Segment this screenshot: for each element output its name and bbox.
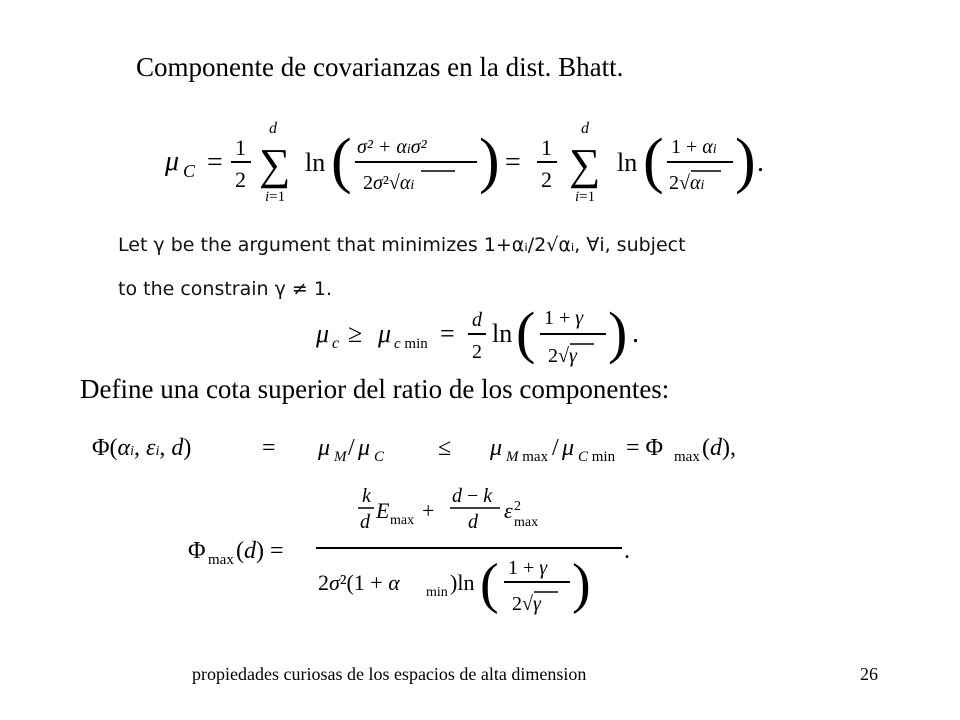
- svg-text:max: max: [390, 513, 415, 528]
- svg-text:=: =: [207, 147, 223, 178]
- svg-text:max: max: [208, 552, 234, 568]
- equation-mu-c: [165, 115, 765, 215]
- svg-text:σ² + αiσ²: σ² + αiσ²: [357, 136, 427, 158]
- svg-text:k: k: [362, 485, 371, 507]
- svg-text:)ln: )ln: [450, 570, 475, 595]
- svg-text:≥: ≥: [348, 319, 363, 348]
- svg-text:M max: M max: [506, 449, 549, 465]
- svg-text:μ: μ: [316, 319, 330, 348]
- svg-text:M: M: [334, 449, 347, 465]
- let-line-1: Let γ be the argument that minimizes 1+αᵢ/2√αᵢ, ∀i, subject: [118, 234, 686, 256]
- svg-text:.: .: [632, 318, 639, 349]
- svg-text:≤: ≤: [438, 435, 452, 461]
- svg-text:∑: ∑: [569, 140, 601, 189]
- svg-text:1 + αi: 1 + αi: [671, 136, 717, 158]
- svg-text:C: C: [183, 161, 196, 181]
- svg-text:): ): [735, 127, 756, 195]
- svg-text:ln: ln: [617, 148, 638, 177]
- svg-text:max: max: [674, 449, 700, 465]
- svg-text:i=1: i=1: [575, 189, 596, 205]
- equation-phi-max: [188, 478, 658, 623]
- svg-text:(d),: (d),: [702, 435, 736, 461]
- svg-text:= Φ: = Φ: [626, 435, 664, 461]
- svg-text:2: 2: [514, 499, 521, 514]
- svg-text:=: =: [440, 319, 455, 348]
- svg-text:1 + γ: 1 + γ: [508, 557, 548, 579]
- svg-text:d: d: [269, 120, 277, 137]
- svg-text:(: (: [480, 553, 499, 615]
- slide-title: Componente de covarianzas en la dist. Bhatt.: [136, 52, 624, 82]
- svg-text:(: (: [643, 127, 664, 195]
- svg-text:μ: μ: [378, 319, 392, 348]
- equation-phi: [92, 425, 832, 475]
- svg-text:1 + γ: 1 + γ: [544, 307, 584, 329]
- svg-text:C: C: [374, 449, 385, 465]
- svg-text:1: 1: [541, 135, 552, 160]
- svg-text:2σ²(1 + α: 2σ²(1 + α: [318, 570, 400, 595]
- svg-text:2: 2: [235, 167, 246, 192]
- svg-text:μ: μ: [165, 146, 180, 177]
- svg-text:=: =: [262, 435, 276, 461]
- svg-text:+: +: [422, 498, 435, 523]
- svg-text:): ): [572, 553, 591, 615]
- svg-text:2√γ: 2√γ: [548, 345, 577, 367]
- svg-text:ε: ε: [504, 498, 513, 523]
- page-number: 26: [860, 664, 878, 684]
- svg-text:ln: ln: [492, 319, 513, 348]
- svg-text:Φ(αi, εi, d): Φ(αi, εi, d): [92, 435, 192, 461]
- svg-text:d − k: d − k: [452, 485, 493, 507]
- svg-text:(: (: [516, 300, 536, 365]
- svg-text:∑: ∑: [259, 140, 291, 189]
- svg-text:(: (: [331, 127, 352, 195]
- svg-text:): ): [608, 300, 628, 365]
- svg-text:.: .: [624, 538, 630, 564]
- svg-text:/: /: [348, 435, 355, 461]
- footer-text: propiedades curiosas de los espacios de alta dimension: [192, 664, 587, 684]
- svg-text:2: 2: [472, 341, 482, 363]
- svg-text:C min: C min: [578, 449, 616, 465]
- svg-text:): ): [479, 127, 500, 195]
- svg-text:c min: c min: [394, 336, 428, 352]
- svg-text:μ: μ: [318, 435, 331, 461]
- svg-text:Φ: Φ: [188, 538, 206, 564]
- svg-text:μ: μ: [490, 435, 503, 461]
- svg-text:ln: ln: [305, 148, 326, 177]
- svg-text:d: d: [581, 120, 589, 137]
- svg-text:2√αi: 2√αi: [669, 172, 705, 194]
- svg-text:μ: μ: [358, 435, 371, 461]
- equation-mu-c-min: [316, 296, 676, 376]
- svg-text:μ: μ: [562, 435, 575, 461]
- svg-text:(d) =: (d) =: [236, 538, 284, 564]
- svg-text:d: d: [468, 511, 478, 533]
- svg-text:.: .: [757, 147, 764, 178]
- svg-text:c: c: [332, 335, 340, 352]
- define-text: Define una cota superior del ratio de los componentes:: [80, 374, 670, 404]
- let-line-2: to the constrain γ ≠ 1.: [118, 278, 332, 300]
- svg-text:2√γ: 2√γ: [512, 593, 541, 615]
- svg-text:max: max: [514, 515, 539, 530]
- svg-text:i=1: i=1: [265, 189, 286, 205]
- svg-text:2: 2: [541, 167, 552, 192]
- svg-text:/: /: [552, 435, 559, 461]
- svg-text:=: =: [505, 147, 521, 178]
- svg-text:d: d: [360, 511, 370, 533]
- svg-text:E: E: [376, 498, 390, 523]
- svg-text:1: 1: [235, 135, 246, 160]
- svg-text:2σ²√αi: 2σ²√αi: [363, 172, 415, 194]
- svg-text:d: d: [472, 309, 482, 331]
- svg-text:min: min: [426, 585, 448, 600]
